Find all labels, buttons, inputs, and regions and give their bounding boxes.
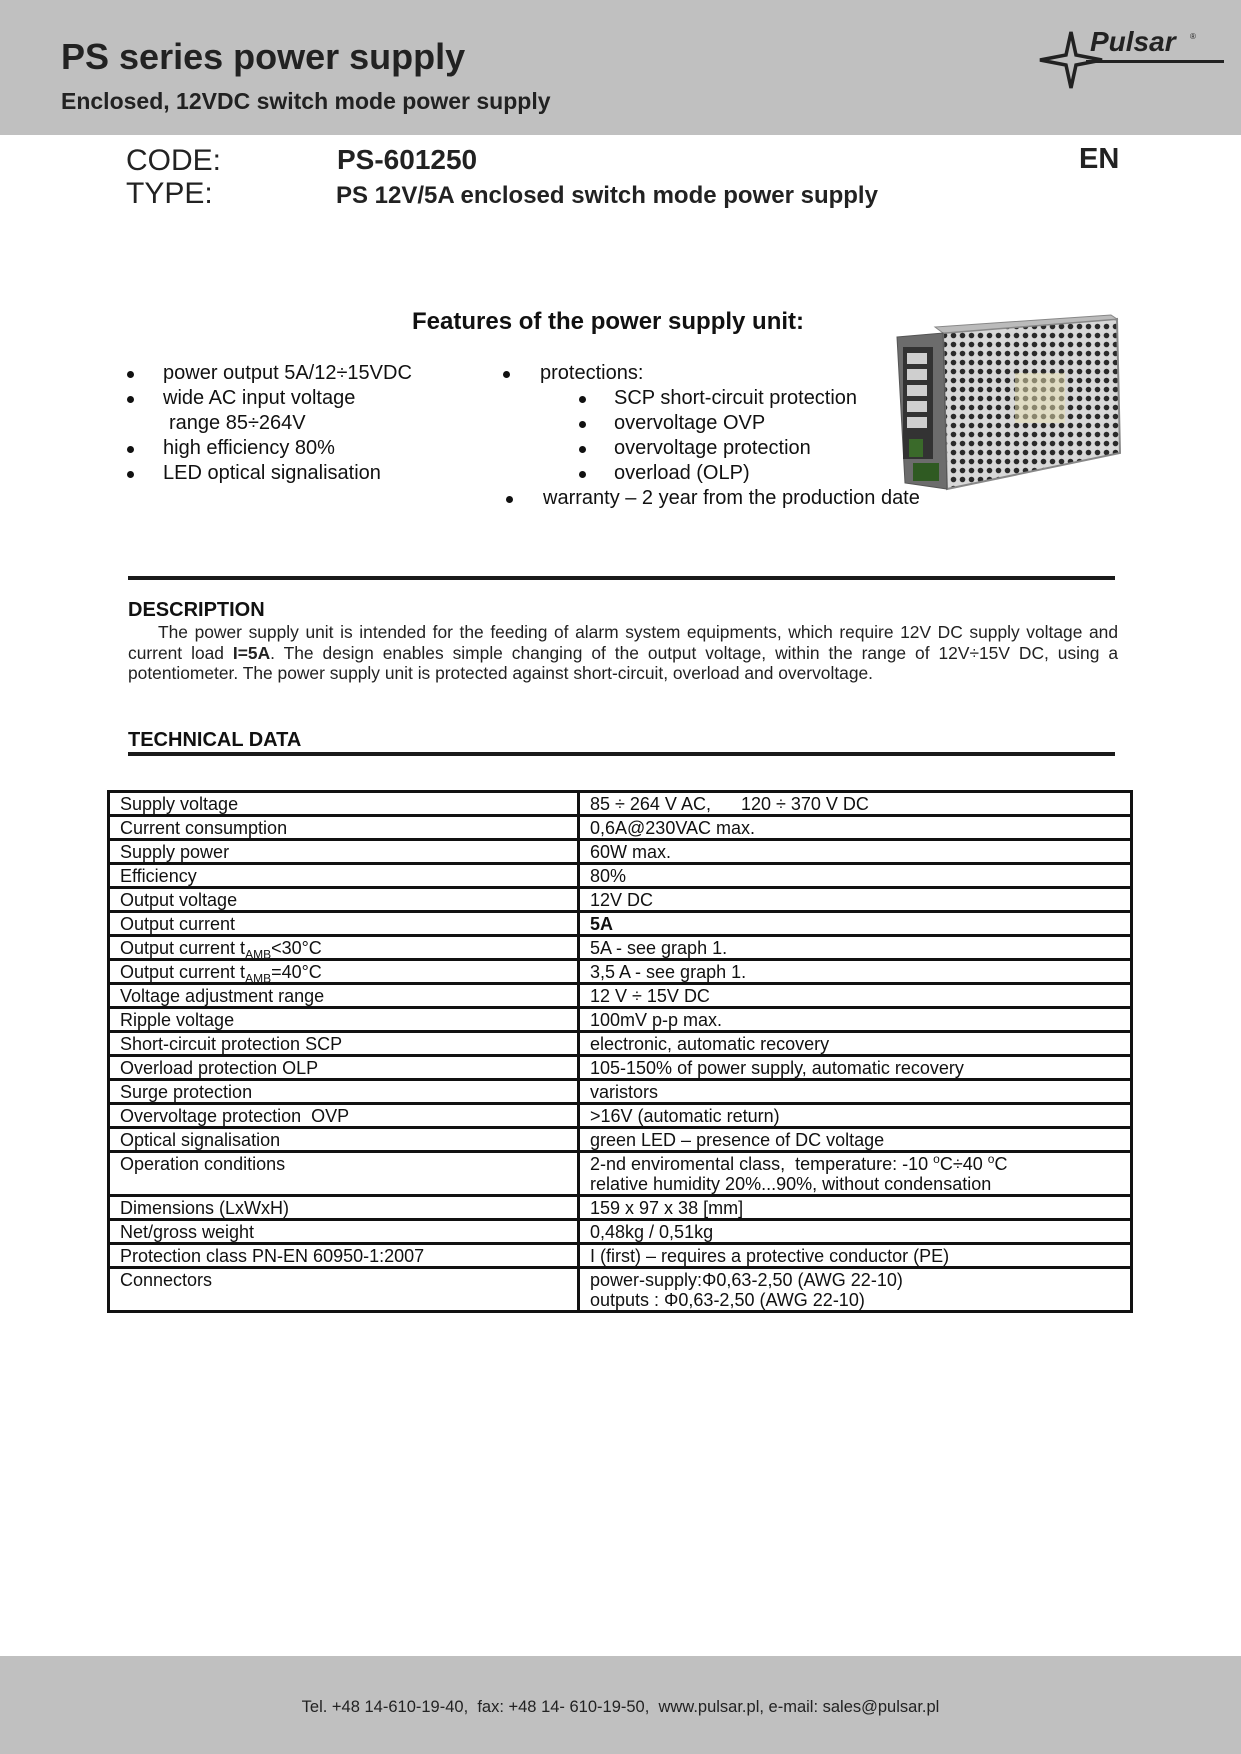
table-row bbox=[109, 1152, 1132, 1196]
row-value: 3,5 A - see graph 1. bbox=[579, 960, 1132, 984]
type-label: TYPE: bbox=[126, 177, 213, 210]
section-divider bbox=[128, 752, 1115, 756]
row-label: Connectors bbox=[109, 1268, 579, 1312]
code-value: PS-601250 bbox=[337, 144, 478, 175]
section-divider bbox=[128, 576, 1115, 580]
language-code: EN bbox=[1079, 143, 1120, 175]
row-label: Net/gross weight bbox=[109, 1220, 579, 1244]
bullet-icon bbox=[127, 371, 134, 378]
bullet-icon bbox=[127, 446, 134, 453]
row-value: 2-nd enviromental class, temperature: -10 $^o$C÷40 $^o$C relative humidity 20%...90%, without condensation bbox=[579, 1152, 1132, 1196]
row-label: Operation conditions bbox=[109, 1152, 579, 1196]
technical-data-heading: TECHNICAL DATA bbox=[128, 729, 302, 751]
row-value: 80% bbox=[579, 864, 1132, 888]
row-value: 12V DC bbox=[579, 888, 1132, 912]
feature-item-continuation: range 85÷264V bbox=[169, 412, 306, 434]
row-value: 5A bbox=[579, 912, 1132, 936]
feature-subitem: overload (OLP) bbox=[503, 461, 920, 486]
description-text: The power supply unit is intended for the feeding of alarm system equipments, which require 12V DC supply voltage and current load I=5A. The design enables simple changing of the output voltage, within the range of 12V÷15V DC, using a potentiometer. The power supply unit is protected against short-circuit, overload and overvoltage. bbox=[128, 622, 1118, 683]
table-row bbox=[109, 1196, 1132, 1220]
row-value: 0,6A@230VAC max. bbox=[579, 816, 1132, 840]
current-load-value: I=5A bbox=[232, 642, 271, 663]
row-label: Output current $t_{AMB}=40^\circ C$ bbox=[109, 960, 579, 984]
table-row bbox=[109, 1244, 1132, 1268]
pulsar-logo bbox=[1036, 24, 1206, 88]
page-subtitle: Enclosed, 12VDC switch mode power supply bbox=[61, 88, 551, 114]
row-label: Supply voltage bbox=[109, 792, 579, 816]
row-label: Surge protection bbox=[109, 1080, 579, 1104]
bullet-icon bbox=[579, 396, 586, 403]
feature-item-warranty: warranty – 2 year from the production date bbox=[503, 486, 920, 511]
row-label: Output current bbox=[109, 912, 579, 936]
table-row bbox=[109, 864, 1132, 888]
logo-registered-mark: ® bbox=[1190, 32, 1196, 41]
bullet-icon bbox=[127, 471, 134, 478]
row-value: I (first) – requires a protective conductor (PE) bbox=[579, 1244, 1132, 1268]
feature-item-protections: protections: bbox=[503, 361, 920, 386]
table-row bbox=[109, 1056, 1132, 1080]
row-label: Supply power bbox=[109, 840, 579, 864]
footer-contact: Tel. +48 14-610-19-40, fax: +48 14- 610-19-50, www.pulsar.pl, e-mail: sales@pulsar.pl bbox=[301, 1698, 940, 1716]
bullet-icon bbox=[579, 471, 586, 478]
table-row bbox=[109, 1220, 1132, 1244]
feature-subitem: overvoltage OVP bbox=[503, 411, 920, 436]
logo-text: Pulsar bbox=[1090, 26, 1176, 57]
bullet-icon bbox=[579, 446, 586, 453]
row-value: 60W max. bbox=[579, 840, 1132, 864]
row-value: >16V (automatic return) bbox=[579, 1104, 1132, 1128]
feature-item: wide AC input voltage bbox=[127, 386, 412, 411]
table-row bbox=[109, 816, 1132, 840]
feature-item: power output 5A/12÷15VDC bbox=[127, 361, 412, 386]
table-row bbox=[109, 888, 1132, 912]
table-row bbox=[109, 792, 1132, 816]
features-title: Features of the power supply unit: bbox=[412, 308, 805, 335]
row-value: green LED – presence of DC voltage bbox=[579, 1128, 1132, 1152]
table-row bbox=[109, 1104, 1132, 1128]
row-label: Output voltage bbox=[109, 888, 579, 912]
logo-underline bbox=[1086, 60, 1224, 63]
row-value: 159 x 97 x 38 [mm] bbox=[579, 1196, 1132, 1220]
row-value: varistors bbox=[579, 1080, 1132, 1104]
description-heading: DESCRIPTION bbox=[128, 599, 265, 621]
row-value: 5A - see graph 1. bbox=[579, 936, 1132, 960]
row-label: Overvoltage protection OVP bbox=[109, 1104, 579, 1128]
table-row bbox=[109, 1268, 1132, 1312]
row-label: Voltage adjustment range bbox=[109, 984, 579, 1008]
row-label: Ripple voltage bbox=[109, 1008, 579, 1032]
table-row bbox=[109, 960, 1132, 984]
type-value: PS 12V/5A enclosed switch mode power supply bbox=[336, 182, 878, 209]
row-value: electronic, automatic recovery bbox=[579, 1032, 1132, 1056]
table-row bbox=[109, 912, 1132, 936]
features-list-right bbox=[503, 361, 920, 511]
page-title: PS series power supply bbox=[61, 36, 466, 77]
feature-item: high efficiency 80% bbox=[127, 436, 412, 461]
code-label: CODE: bbox=[126, 144, 222, 177]
table-row bbox=[109, 1128, 1132, 1152]
row-value: 85 ÷ 264 V AC, 120 ÷ 370 V DC bbox=[579, 792, 1132, 816]
table-row bbox=[109, 984, 1132, 1008]
feature-subitem: SCP short-circuit protection bbox=[503, 386, 920, 411]
row-value: 12 V ÷ 15V DC bbox=[579, 984, 1132, 1008]
table-row bbox=[109, 1008, 1132, 1032]
row-label: Short-circuit protection SCP bbox=[109, 1032, 579, 1056]
row-label: Efficiency bbox=[109, 864, 579, 888]
row-label: Overload protection OLP bbox=[109, 1056, 579, 1080]
row-label: Dimensions (LxWxH) bbox=[109, 1196, 579, 1220]
power-supply-photo-icon bbox=[895, 313, 1125, 493]
row-value: 105-150% of power supply, automatic recovery bbox=[579, 1056, 1132, 1080]
feature-item: LED optical signalisation bbox=[127, 461, 412, 486]
row-label: Output current $t_{AMB}<30^\circ C$ bbox=[109, 936, 579, 960]
bullet-icon bbox=[503, 371, 510, 378]
table-row bbox=[109, 1032, 1132, 1056]
bullet-icon bbox=[579, 421, 586, 428]
row-value: 100mV p-p max. bbox=[579, 1008, 1132, 1032]
feature-subitem: overvoltage protection bbox=[503, 436, 920, 461]
technical-data-table bbox=[107, 790, 1133, 1313]
row-label: Optical signalisation bbox=[109, 1128, 579, 1152]
row-label: Current consumption bbox=[109, 816, 579, 840]
bullet-icon bbox=[506, 496, 513, 503]
row-value: power-supply:Φ0,63-2,50 (AWG 22-10) outputs : Φ0,63-2,50 (AWG 22-10) bbox=[579, 1268, 1132, 1312]
table-row bbox=[109, 1080, 1132, 1104]
bullet-icon bbox=[127, 396, 134, 403]
table-row bbox=[109, 840, 1132, 864]
features-list-left bbox=[127, 361, 412, 486]
row-label: Protection class PN-EN 60950-1:2007 bbox=[109, 1244, 579, 1268]
table-row bbox=[109, 936, 1132, 960]
row-value: 0,48kg / 0,51kg bbox=[579, 1220, 1132, 1244]
